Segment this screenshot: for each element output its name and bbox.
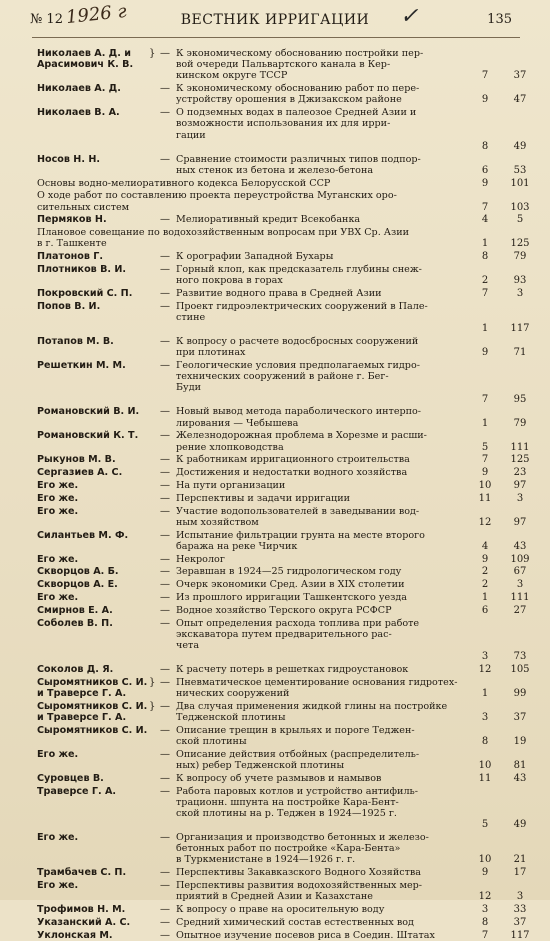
entry-page: 73 [513, 651, 527, 663]
entry-issue: 7 [481, 70, 489, 82]
entry-page: 37 [513, 711, 527, 723]
entry-dash: — [160, 300, 170, 312]
entry-title: К вопросу о расчете водосбросных сооружений при плотинах [176, 336, 419, 359]
entry-page: 37 [513, 70, 527, 82]
entry-author: Сыромятников С. И. и Траверсе Г. А. [37, 700, 148, 723]
entry-page: 97 [513, 516, 527, 528]
entry-author: Романовский В. И. [37, 406, 140, 418]
entry-title: К экономическому обоснованию работ по пере- устройству орошения в Джизакском районе [176, 83, 420, 106]
index-entry [0, 832, 550, 866]
entry-author: Скворцов А. Е. [37, 579, 118, 591]
entry-title: Очерк экономики Сред. Азии в XIX столетии [176, 579, 405, 591]
entry-title: Перспективы и задачи ирригации [176, 492, 350, 504]
entry-author: Николаев А. Д. и Арасимович К. В. [37, 48, 134, 71]
entry-issue: 7 [481, 393, 489, 405]
entry-author: Решеткин М. М. [37, 360, 126, 371]
index-entry [0, 190, 550, 212]
entry-page: 43 [513, 540, 527, 552]
entry-author: Его же. [37, 880, 79, 891]
check-mark-icon: ✓ [400, 4, 419, 29]
entry-dash: — [160, 579, 170, 591]
entry-dash: — [160, 406, 170, 418]
index-entry [0, 605, 550, 616]
entry-title: Геологические условия предполагаемых гидро- технических сооружений в районе г. Бег- Буди [176, 360, 420, 394]
entry-author: Его же. [37, 505, 79, 517]
entry-issue: 1 [481, 417, 489, 429]
entry-dash: — [160, 553, 170, 565]
entry-brace: } [149, 700, 156, 712]
entry-page: 47 [513, 94, 527, 106]
entry-dash: — [160, 772, 170, 784]
index-entry [0, 773, 550, 784]
entry-issue: 7 [481, 454, 489, 466]
entry-author: Силантьев М. Ф. [37, 529, 129, 541]
entry-dash: — [160, 288, 170, 299]
entry-page: 125 [510, 238, 530, 250]
entry-dash: — [160, 592, 170, 603]
index-entry [0, 301, 550, 335]
index-entry [0, 725, 550, 747]
entry-page: 67 [513, 566, 527, 578]
entry-title: Зеравшан в 1924—25 гидрологическом году [176, 566, 402, 578]
entry-title: Опыт определения расхода топлива при работе экскаватора путем предварительного рас- чета [176, 617, 420, 651]
index-entry [0, 430, 550, 452]
entry-issue: 7 [481, 288, 489, 299]
entry-title: Сравнение стоимости различных типов подпор- ных стенок из бетона и железо-бетона [176, 153, 421, 176]
entry-page: 23 [513, 467, 527, 479]
entry-author: Николаев А. Д. [37, 83, 121, 95]
index-entry [0, 480, 550, 491]
index-entry [0, 880, 550, 902]
entry-issue: 7 [481, 929, 489, 941]
entry-issue: 8 [481, 251, 489, 263]
index-entry [0, 917, 550, 928]
entry-dash: — [160, 617, 170, 629]
entry-page: 111 [510, 441, 530, 453]
index-entry [0, 214, 550, 225]
entry-title: Участие водопользователей в заведывании вод- ным хозяйством [176, 505, 420, 528]
index-entry [0, 904, 550, 915]
entry-issue: 3 [481, 711, 489, 723]
index-entry [0, 867, 550, 878]
entry-title: Из прошлого ирригации Ташкентского уезда [176, 592, 408, 603]
entry-issue: 2 [481, 566, 489, 578]
entry-page: 99 [513, 687, 527, 699]
entry-author: Платонов Г. [37, 251, 104, 263]
entry-page: 3 [516, 288, 524, 299]
entry-issue: 2 [481, 275, 489, 287]
entry-author: Плотников В. И. [37, 264, 127, 275]
entry-title: Перспективы Закавказского Водного Хозяйства [176, 867, 422, 879]
entry-author: Суровцев В. [37, 772, 104, 784]
entry-author: Его же. [37, 748, 79, 760]
entry-dash: — [160, 664, 170, 675]
entry-brace: } [149, 676, 156, 688]
entry-issue: 8 [481, 735, 489, 747]
index-entry [0, 48, 550, 82]
entry-issue: 8 [481, 140, 489, 152]
entry-author: Николаев В. А. [37, 107, 120, 119]
entry-title: О подземных водах в палеозое Средней Азии и возможности использования их для ирри- гации [176, 107, 417, 141]
entry-author: Его же. [37, 553, 79, 565]
entry-page: 101 [510, 177, 530, 189]
entry-title: Испытание фильтрации грунта на месте второго баража на реке Чирчик [176, 529, 425, 552]
entry-issue: 10 [478, 480, 492, 491]
index-entry [0, 154, 550, 176]
entry-issue: 1 [481, 238, 489, 250]
index-entry [0, 454, 550, 465]
entry-issue: 1 [481, 323, 489, 335]
entry-issue: 4 [481, 540, 489, 552]
entry-title: К вопросу об учете размывов и намывов [176, 772, 382, 784]
entry-page: 43 [513, 772, 527, 784]
entry-author: Сергазиев А. С. [37, 467, 123, 479]
entry-text: Плановое совещание по водохозяйственным вопросам при УВХ Ср. Азии в г. Ташкенте [37, 227, 410, 250]
index-entry [0, 786, 550, 831]
entry-page: 97 [513, 480, 527, 491]
entry-dash: — [160, 880, 170, 891]
page-header [0, 0, 550, 34]
journal-title: ВЕСТНИК ИРРИГАЦИИ [180, 12, 370, 28]
entry-author: Его же. [37, 592, 79, 603]
entry-dash: — [160, 492, 170, 504]
entry-author: Скворцов А. Б. [37, 566, 119, 578]
entry-dash: — [160, 336, 170, 347]
entry-author: Указанский А. С. [37, 916, 131, 928]
index-entry [0, 701, 550, 723]
entry-page: 49 [513, 819, 527, 831]
entry-title: Два случая применения жидкой глины на постройке Тедженской плотины [176, 700, 448, 723]
entry-title: Горный клоп, как предсказатель глубины снеж- ного покрова в горах [176, 264, 422, 287]
index-entry [0, 530, 550, 552]
index-entry [0, 288, 550, 299]
entry-dash: — [160, 360, 170, 371]
entry-title: Железнодорожная проблема в Хорезме и расши- рение хлопководства [176, 430, 427, 453]
entry-issue: 1 [481, 592, 489, 603]
entry-page: 117 [510, 929, 530, 941]
entry-text: Основы водно-мелиоративного кодекса Белорусской ССР [37, 177, 331, 189]
entry-dash: — [160, 785, 170, 797]
entry-page: 81 [513, 759, 527, 771]
entry-title: Некролог [176, 553, 225, 565]
entry-author: Его же. [37, 492, 79, 504]
entry-title: К экономическому обоснованию постройки пер- вой очереди Пальвартского канала в Кер- кинском округе ТССР [176, 48, 424, 82]
entry-issue: 2 [481, 579, 489, 591]
index-entry [0, 178, 550, 189]
index-entry [0, 930, 550, 941]
entry-issue: 7 [481, 201, 489, 213]
entry-author: Рыкунов М. В. [37, 454, 116, 466]
entry-dash: — [160, 214, 170, 226]
index-entry [0, 618, 550, 663]
entry-title: Новый вывод метода параболического интерпо- лирования — Чебышева [176, 406, 422, 429]
entry-author: Его же. [37, 480, 79, 491]
entry-author: Уклонская М. [37, 929, 113, 941]
entry-dash: — [160, 454, 170, 466]
entry-dash: — [160, 480, 170, 491]
entry-issue: 12 [478, 891, 492, 903]
entry-author: Траверсе Г. А. [37, 785, 117, 797]
entry-title: Перспективы развития водохозяйственных мер- приятий в Средней Азии и Казахстане [176, 880, 422, 903]
entry-issue: 12 [478, 664, 492, 675]
entry-title: Описание действия отбойных (распределитель- ных) ребер Тедженской плотины [176, 748, 420, 771]
entry-title: Проект гидроэлектрических сооружений в Пале- стине [176, 300, 428, 323]
entry-issue: 10 [478, 854, 492, 866]
entry-dash: — [160, 107, 170, 119]
entry-title: На пути организации [176, 480, 286, 491]
entry-dash: — [160, 467, 170, 479]
index-entry [0, 749, 550, 771]
entry-issue: 8 [481, 916, 489, 928]
entry-issue: 9 [481, 177, 489, 189]
entry-issue: 9 [481, 467, 489, 479]
entry-page: 3 [516, 891, 524, 903]
index-entry [0, 506, 550, 528]
index-entry [0, 107, 550, 152]
entry-issue: 9 [481, 867, 489, 879]
entry-title: Организация и производство бетонных и железо- бетонных работ по постройке «Кара-Бента» в Туркменистане в 1924—1926 г. г. [176, 832, 429, 866]
entry-dash: — [160, 748, 170, 760]
entry-dash: — [160, 529, 170, 541]
entry-page: 53 [513, 164, 527, 176]
entry-author: Его же. [37, 832, 79, 843]
entry-page: 33 [513, 904, 527, 915]
entry-issue: 1 [481, 687, 489, 699]
entry-dash: — [160, 832, 170, 843]
entry-dash: — [160, 505, 170, 517]
entry-page: 117 [510, 323, 530, 335]
entry-dash: — [160, 48, 170, 59]
entry-page: 109 [510, 553, 530, 565]
index-entry [0, 251, 550, 262]
entry-title: Достижения и недостатки водного хозяйства [176, 467, 408, 479]
entry-author: Трофимов Н. М. [37, 904, 126, 915]
entry-dash: — [160, 566, 170, 578]
index-entry [0, 664, 550, 675]
entry-issue: 3 [481, 651, 489, 663]
index-entry [0, 227, 550, 249]
entry-title: Водное хозяйство Терского округа РСФСР [176, 604, 392, 616]
entry-dash: — [160, 83, 170, 95]
entry-page: 5 [516, 214, 524, 226]
handwritten-year: 1926 г [65, 0, 128, 29]
entry-issue: 11 [478, 772, 492, 784]
entry-dash: — [160, 251, 170, 263]
entry-author: Романовский К. Т. [37, 430, 139, 442]
entry-dash: — [160, 676, 170, 688]
entry-issue: 11 [478, 492, 492, 504]
entry-page: 125 [510, 454, 530, 466]
entry-page: 37 [513, 916, 527, 928]
entry-issue: 4 [481, 214, 489, 226]
entry-title: Развитие водного права в Средней Азии [176, 288, 382, 299]
entry-author: Смирнов Е. А. [37, 604, 113, 616]
entry-author: Сыромятников С. И. [37, 724, 148, 736]
index-entry [0, 406, 550, 428]
entry-title: Пневматическое цементирование основания гидротех- нических сооружений [176, 676, 458, 699]
entry-dash: — [160, 153, 170, 165]
entry-author: Пермяков Н. [37, 214, 107, 226]
entry-page: 27 [513, 604, 527, 616]
entry-issue: 3 [481, 904, 489, 915]
entry-title: Средний химический состав естественных вод [176, 916, 414, 928]
entry-page: 21 [513, 854, 527, 866]
issue-number: № 12 [30, 12, 63, 27]
entry-title: Мелиоративный кредит Всекобанка [176, 214, 361, 226]
entry-author: Сыромятников С. И. и Траверсе Г. А. [37, 676, 148, 699]
entry-dash: — [160, 700, 170, 712]
entry-author: Потапов М. В. [37, 336, 114, 347]
entry-title: К работникам ирригационного строительства [176, 454, 410, 466]
entry-dash: — [160, 916, 170, 928]
entry-title: К орографии Западной Бухары [176, 251, 334, 263]
entry-dash: — [160, 430, 170, 442]
entry-page: 19 [513, 735, 527, 747]
entry-page: 49 [513, 140, 527, 152]
entry-page: 93 [513, 275, 527, 287]
entry-brace: } [149, 48, 156, 59]
entry-page: 95 [513, 393, 527, 405]
entry-dash: — [160, 604, 170, 616]
entry-author: Попов В. И. [37, 300, 101, 312]
entry-dash: — [160, 904, 170, 915]
index-entry [0, 336, 550, 358]
entry-author: Носов Н. Н. [37, 153, 100, 165]
entry-page: 17 [513, 867, 527, 879]
entry-issue: 6 [481, 604, 489, 616]
entry-issue: 9 [481, 347, 489, 359]
entry-title: К вопросу о праве на оросительную воду [176, 904, 385, 915]
entry-issue: 5 [481, 441, 489, 453]
entry-page: 103 [510, 201, 530, 213]
entry-page: 3 [516, 492, 524, 504]
entry-title: Работа паровых котлов и устройство антифиль- трационн. шпунта на постройке Кара-Бент- ской плотины на р. Теджен в 1924—1925 г. [176, 785, 418, 819]
index-entry [0, 264, 550, 286]
index-entry [0, 554, 550, 565]
page-number: 135 [487, 12, 512, 27]
entry-issue: 9 [481, 553, 489, 565]
entry-text: О ходе работ по составлению проекта переустройства Муганских оро- сительных систем [37, 190, 397, 213]
entry-page: 105 [510, 664, 530, 675]
entry-dash: — [160, 724, 170, 736]
entry-page: 111 [510, 592, 530, 603]
entry-issue: 5 [481, 819, 489, 831]
index-entry [0, 592, 550, 603]
entry-title: Опытное изучение посевов риса в Соедин. Штатах [176, 929, 435, 941]
entry-issue: 12 [478, 516, 492, 528]
entry-title: Описание трещин в крыльях и пороге Теджен- ской плотины [176, 724, 415, 747]
entry-author: Покровский С. П. [37, 288, 133, 299]
entry-author: Трамбачев С. П. [37, 867, 127, 879]
index-entry [0, 493, 550, 504]
entry-issue: 6 [481, 164, 489, 176]
index-entry [0, 467, 550, 478]
entry-dash: — [160, 264, 170, 275]
entry-author: Соколов Д. Я. [37, 664, 114, 675]
header-rule [32, 37, 520, 38]
index-entry [0, 566, 550, 577]
entry-dash: — [160, 929, 170, 941]
index-entry [0, 360, 550, 405]
index-entry [0, 677, 550, 699]
entry-page: 71 [513, 347, 527, 359]
entry-issue: 10 [478, 759, 492, 771]
entry-issue: 9 [481, 94, 489, 106]
entry-page: 79 [513, 417, 527, 429]
entry-title: К расчету потерь в решетках гидроустановок [176, 664, 409, 675]
index-entry [0, 579, 550, 590]
entry-page: 3 [516, 579, 524, 591]
entry-dash: — [160, 867, 170, 879]
entry-page: 79 [513, 251, 527, 263]
index-entry [0, 83, 550, 105]
entry-author: Соболев В. П. [37, 617, 113, 629]
